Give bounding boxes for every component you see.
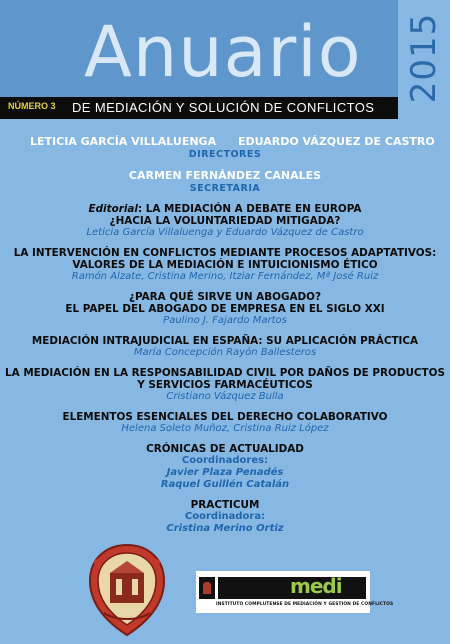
article-title-line: LA INTERVENCIÓN EN CONFLICTOS MEDIANTE PROCESOS ADAPTATIVOS: <box>13 247 437 259</box>
journal-subtitle: DE MEDIACIÓN Y SOLUCIÓN DE CONFLICTOS <box>72 100 375 115</box>
university-seal-icon <box>86 543 168 638</box>
directors-row <box>0 135 450 149</box>
article-title-line: MEDIACIÓN INTRAJUDICIAL EN ESPAÑA: SU APLICACIÓN PRÁCTICA <box>31 335 419 347</box>
article-entry <box>0 247 450 283</box>
coordinator-name: Javier Plaza Penadés <box>166 467 284 478</box>
journal-title: Anuario <box>84 11 362 93</box>
article-title-line: Y SERVICIOS FARMACÉUTICOS <box>137 379 313 391</box>
institute-logo <box>196 571 394 613</box>
section-heading: CRÓNICAS DE ACTUALIDAD <box>146 443 304 455</box>
practicum-section <box>0 499 450 535</box>
table-of-contents <box>0 135 450 535</box>
logo-emblem-icon <box>199 577 215 599</box>
article-authors: Ramón Alzate, Cristina Merino, Itziar Fernández, Mª José Ruiz <box>71 271 379 282</box>
coordinator-name: Raquel Guillén Catalán <box>160 479 290 490</box>
article-authors: Helena Soleto Muñoz, Cristina Ruiz López <box>121 423 329 434</box>
article-title-line: ¿HACIA LA VOLUNTARIEDAD MITIGADA? <box>109 215 341 227</box>
article-title-line: ¿PARA QUÉ SIRVE UN ABOGADO? <box>128 291 322 303</box>
secretary-name: CARMEN FERNÁNDEZ CANALES <box>128 169 322 182</box>
article-title-line: EL PAPEL DEL ABOGADO DE EMPRESA EN EL SIGLO XXI <box>65 303 385 315</box>
article-title-line: ELEMENTOS ESENCIALES DEL DERECHO COLABORATIVO <box>62 411 388 423</box>
director-name: EDUARDO VÁZQUEZ DE CASTRO <box>238 135 435 148</box>
logo-caption: INSTITUTO COMPLUTENSE DE MEDIACIÓN Y GESTIÓN DE CONFLICTOS <box>216 602 394 607</box>
article-entry <box>0 335 450 359</box>
article-entry <box>0 291 450 327</box>
article-entry <box>0 203 450 239</box>
article-title-line: VALORES DE LA MEDIACIÓN E INTUICIONISMO ÉTICO <box>72 259 378 271</box>
coordinator-name: Cristina Merino Ortiz <box>166 523 284 534</box>
logo-word: medi <box>290 574 342 598</box>
section-heading: PRACTICUM <box>190 499 260 511</box>
cronicas-section <box>0 443 450 491</box>
director-name: LETICIA GARCÍA VILLALUENGA <box>30 135 217 148</box>
journal-year: 2015 <box>404 12 444 104</box>
secretary-label: SECRETARIA <box>189 183 261 194</box>
article-entry <box>0 411 450 435</box>
article-authors: Leticia García Villaluenga y Eduardo Vázquez de Castro <box>86 227 364 238</box>
directors-label: DIRECTORES <box>188 149 262 160</box>
article-authors: Cristiano Vázquez Bulla <box>166 391 284 402</box>
article-title-line: Editorial: LA MEDIACIÓN A DEBATE EN EUROPA <box>88 203 362 215</box>
article-entry <box>0 367 450 403</box>
article-authors: Paulino J. Fajardo Martos <box>163 315 287 326</box>
issue-number: NÚMERO 3 <box>8 101 56 111</box>
article-authors: María Concepción Rayón Ballesteros <box>133 347 317 358</box>
coordinators-label: Coordinadores: <box>181 455 269 466</box>
article-title-line: LA MEDIACIÓN EN LA RESPONSABILIDAD CIVIL POR DAÑOS DE PRODUCTOS <box>5 367 445 379</box>
coordinator-label: Coordinadora: <box>184 511 266 522</box>
